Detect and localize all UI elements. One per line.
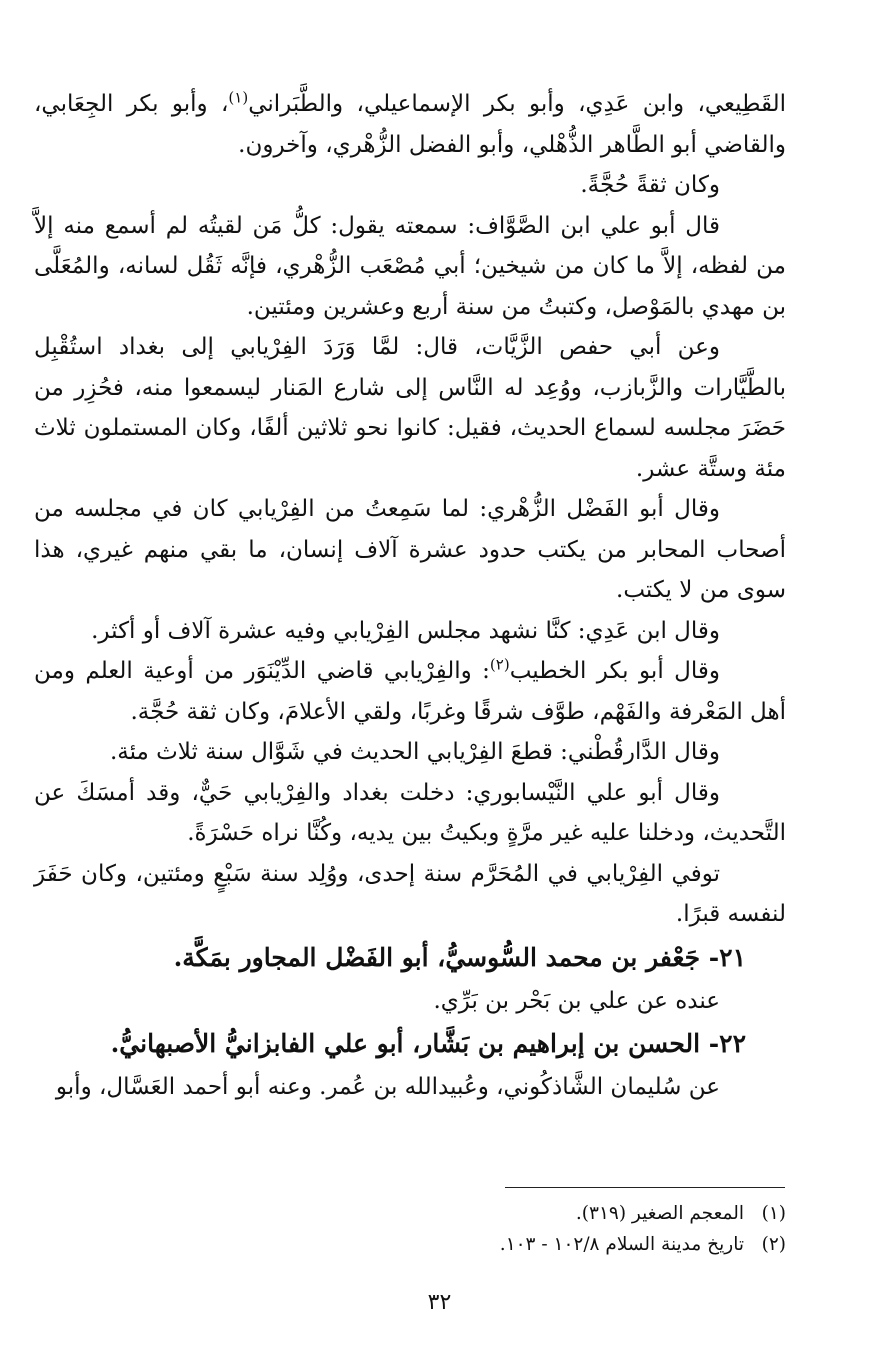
footnote-text: المعجم الصغير (٣١٩). (575, 1203, 744, 1224)
main-text (34, 84, 786, 1108)
paragraph: وكان ثقةً حُجَّةً. (580, 172, 720, 198)
paragraph: وقال أبو علي النَّيْسابوري: دخلت بغداد والفِرْيابي حَيٌّ، وقد أمسَكَ عن التَّحديث، ودخلنا عليه غير مرَّةٍ وبكيتُ بين يديه، وكُنَّا نراه حَسْرَةً. (34, 779, 786, 846)
paragraph: عن سُليمان الشَّاذكُوني، وعُبيدالله بن عُمر. وعنه أبو أحمد العَسَّال، وأبو (55, 1074, 720, 1100)
paragraph: وقال ابن عَدِي: كنَّا نشهد مجلس الفِرْيابي وفيه عشرة آلاف أو أكثر. (91, 617, 720, 644)
paragraph: وعن أبي حفص الزَّيَّات، قال: لمَّا وَرَدَ الفِرْيابي إلى بغداد استُقْبِل بالطَّيَّارات والزَّبازب، ووُعِد له النَّاس إلى شارع المَنار ليسمعوا منه، فحُزِر من حَضَرَ مجلسه لسماع الحديث، فقيل: كانوا نحو ثلاثين ألفًا، وكان المستملون ثلاث مئة وستَّة عشر. (34, 334, 786, 482)
paragraph-continued: القَطِيعي، وابن عَدِي، وأبو بكر الإسماعيلي، والطَّبَراني$^{(١)}$، وأبو بكر الجِعَابي، والقاضي أبو الطَّاهر الذُّهْلي، وأبو الفضل الزُّهْري، وآخرون. (34, 88, 786, 158)
paragraph: وقال الدَّارقُطْني: قطعَ الفِرْيابي الحديث في شَوَّال سنة ثلاث مئة. (109, 739, 720, 765)
page-number: ٣٢ (427, 1290, 452, 1315)
paragraph: وقال أبو بكر الخطيب$^{(٢)}$: والفِرْيابي قاضي الدِّيْنَوَر من أوعية العلم ومن أهل المَعْرفة والفَهْم، طوَّف شرقًا وغربًا، ولقي الأعلامَ، وكان ثقة حُجَّة. (34, 655, 786, 725)
footnote-text: تاريخ مدينة السلام ١٠٢/٨ - ١٠٣. (499, 1234, 744, 1255)
footnote-number: (١) (761, 1203, 786, 1224)
paragraph: وقال أبو الفَضْل الزُّهْري: لما سَمِعتُ من الفِرْيابي كان في مجلسه من أصحاب المحابر من يكتب حدود عشرة آلاف إنسان، ما بقي منهم غيري، هذا سوى من لا يكتب. (34, 496, 786, 603)
entry-heading-21: ٢١- جَعْفر بن محمد السُّوسيُّ، أبو الفَضْل المجاور بمَكَّة. (173, 942, 746, 972)
footnotes (300, 1198, 786, 1260)
paragraph: عنده عن علي بن بَحْر بن بَرِّي. (433, 987, 720, 1014)
footnote-number: (٢) (761, 1234, 786, 1255)
footnote-2 (300, 1229, 786, 1260)
footnote-1 (300, 1198, 786, 1229)
paragraph: قال أبو علي ابن الصَّوَّاف: سمعته يقول: كلُّ مَن لقيتُه لم أسمع منه إلاَّ من لفظه، إلاَّ ما كان من شيخين؛ أبي مُصْعَب الزُّهْري، فإنَّه ثَقُل لسانه، والمُعَلَّى بن مهدي بالمَوْصل، وكتبتُ من سنة أربع وعشرين ومئتين. (34, 212, 786, 320)
footnote-ref-1[interactable]: (١) (228, 88, 249, 107)
footnote-divider (505, 1187, 785, 1188)
entry-heading-22: ٢٢- الحسن بن إبراهيم بن بَشَّار، أبو علي الفابزانيُّ الأصبهانيُّ. (110, 1029, 746, 1058)
paragraph: توفي الفِرْيابي في المُحَرَّم سنة إحدى، ووُلِد سنة سَبْعٍ ومئتين، وكان حَفَرَ لنفسه قبرًا. (34, 860, 786, 927)
footnote-ref-2[interactable]: (٢) (489, 655, 510, 674)
